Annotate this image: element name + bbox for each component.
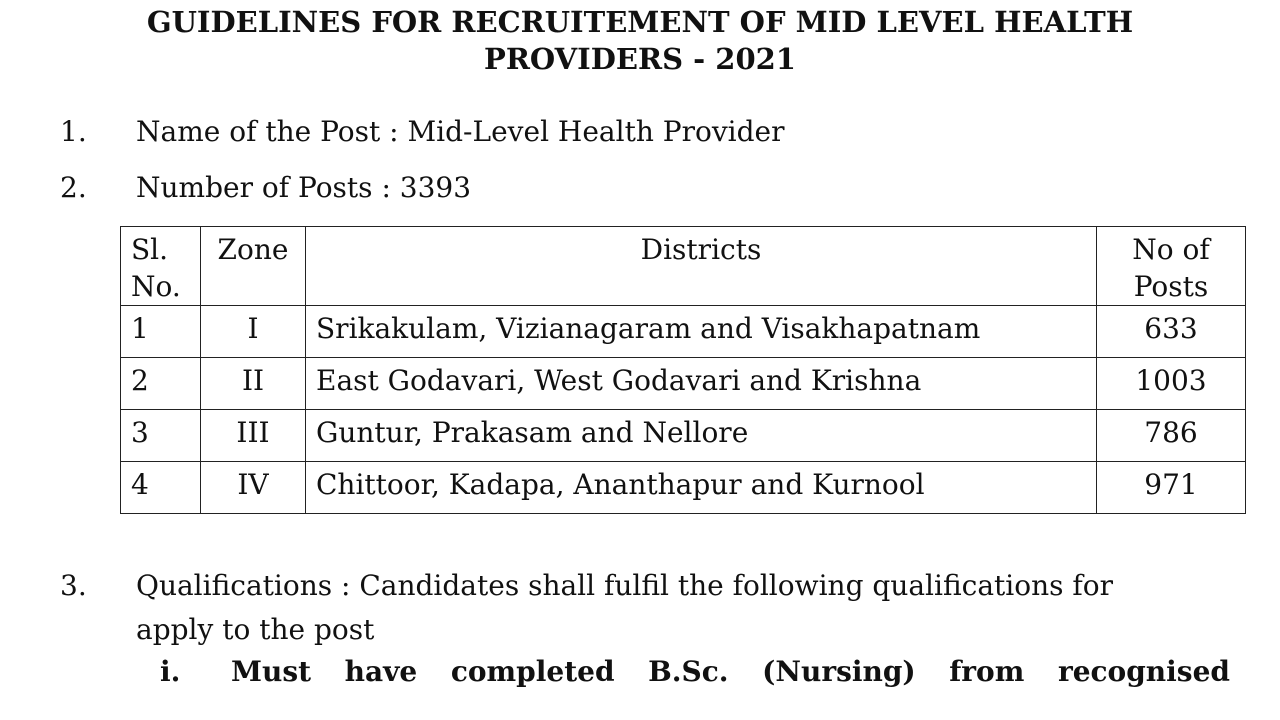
cell-posts: 1003 <box>1097 358 1246 410</box>
title-line-1: GUIDELINES FOR RECRUITEMENT OF MID LEVEL HEALTH <box>146 5 1134 39</box>
header-zone: Zone <box>201 227 306 306</box>
header-no-of-posts <box>1097 227 1246 306</box>
cell-sl: 3 <box>121 410 201 462</box>
subitem-word: completed <box>450 655 615 688</box>
zones-table <box>120 226 1246 514</box>
table-row <box>121 306 1246 358</box>
subitem-word: B.Sc. <box>648 655 729 688</box>
table-row <box>121 410 1246 462</box>
cell-sl: 4 <box>121 462 201 514</box>
cell-districts: Chittoor, Kadapa, Ananthapur and Kurnool <box>306 462 1097 514</box>
item-number-2: 2. <box>60 171 87 204</box>
subitem-word: (Nursing) <box>762 655 916 688</box>
subitem-word: recognised <box>1057 655 1230 688</box>
cell-districts: Srikakulam, Vizianagaram and Visakhapatnam <box>306 306 1097 358</box>
subitem-number: i. <box>160 655 181 688</box>
subitem-word: from <box>949 655 1025 688</box>
cell-districts: East Godavari, West Godavari and Krishna <box>306 358 1097 410</box>
subitem-word: Must <box>231 655 312 688</box>
cell-districts: Guntur, Prakasam and Nellore <box>306 410 1097 462</box>
cell-sl: 1 <box>121 306 201 358</box>
header-sl-line2: No. <box>131 270 181 303</box>
header-sl-line1: Sl. <box>131 233 169 266</box>
cell-posts: 786 <box>1097 410 1246 462</box>
item-qualifications-cont: apply to the post <box>136 613 375 646</box>
item-post-count: Number of Posts : 3393 <box>136 171 472 204</box>
document-title <box>0 4 1280 78</box>
table-row <box>121 358 1246 410</box>
table-header-row <box>121 227 1246 306</box>
item-number-1: 1. <box>60 115 87 148</box>
item-post-name: Name of the Post : Mid-Level Health Provider <box>136 115 785 148</box>
cell-zone: II <box>201 358 306 410</box>
item-number-3: 3. <box>60 569 87 602</box>
header-posts-line1: No of <box>1132 233 1210 266</box>
subitem-text <box>231 654 1230 690</box>
cell-posts: 971 <box>1097 462 1246 514</box>
cell-zone: III <box>201 410 306 462</box>
table-row <box>121 462 1246 514</box>
cell-zone: I <box>201 306 306 358</box>
header-sl-no <box>121 227 201 306</box>
title-line-2: PROVIDERS - 2021 <box>484 42 796 76</box>
item-qualifications: Qualifications : Candidates shall fulfil the following qualifications for <box>136 569 1113 602</box>
header-posts-line2: Posts <box>1133 270 1209 303</box>
subitem-word: have <box>344 655 418 688</box>
header-districts: Districts <box>306 227 1097 306</box>
cell-posts: 633 <box>1097 306 1246 358</box>
cell-zone: IV <box>201 462 306 514</box>
cell-sl: 2 <box>121 358 201 410</box>
